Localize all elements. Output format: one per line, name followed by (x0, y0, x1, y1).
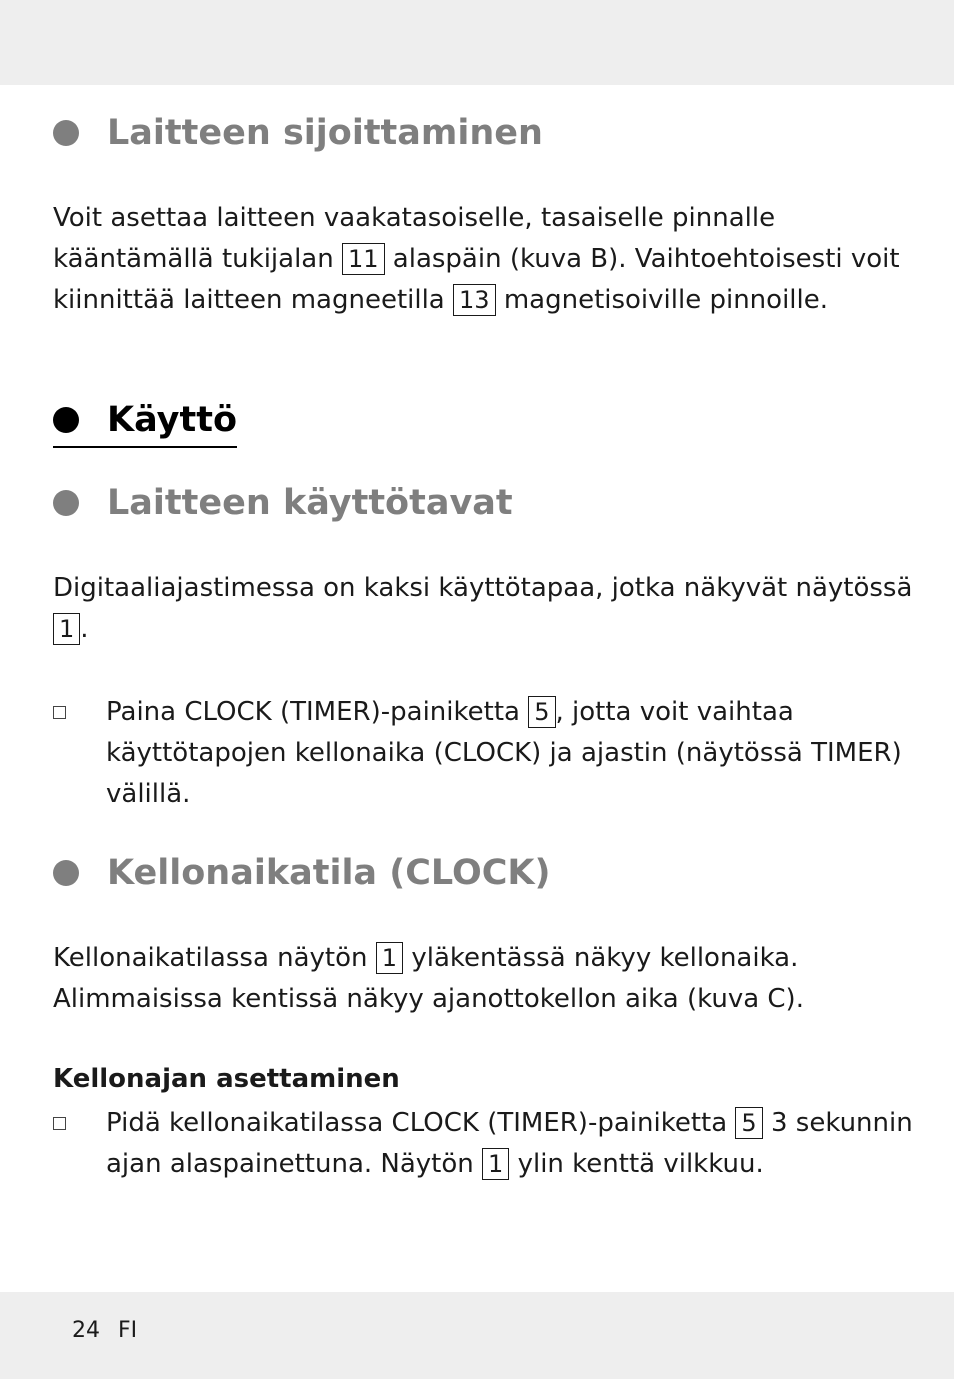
bullet-dot-icon (53, 407, 79, 433)
reference-box: 5 (735, 1107, 762, 1139)
page-number: 24 (72, 1318, 100, 1343)
heading-clock-mode (53, 853, 551, 893)
bottom-band (0, 1292, 954, 1379)
heading-modes-text: Laitteen käyttötavat (107, 483, 513, 523)
square-bullet-icon (53, 706, 66, 719)
bullet-dot-icon (53, 490, 79, 516)
square-bullet-icon (53, 1117, 66, 1130)
heading-placement-text: Laitteen sijoittaminen (107, 113, 543, 153)
clock-paragraph: Kellonaikatilassa näytön 1 yläkentässä näkyy kellonaika. Alimmaisissa kentissä näkyy ajanottokellon aika (kuva C). (53, 943, 804, 1014)
modes-bullet: Paina CLOCK (TIMER)-painiketta 5 , jotta voit vaihtaa käyttötapojen kellonaika (CLOCK) ja ajastin (näytössä TIMER) välillä. (53, 692, 913, 815)
heading-usage-text: Käyttö (107, 400, 237, 440)
heading-clock-mode-text: Kellonaikatila (CLOCK) (107, 853, 551, 893)
bullet-dot-icon (53, 120, 79, 146)
top-band (0, 0, 954, 85)
subheading-set-time: Kellonajan asettaminen (53, 1064, 400, 1094)
page-footer (72, 1318, 137, 1343)
language-code: FI (118, 1318, 138, 1343)
reference-box: 1 (53, 613, 80, 645)
bullet-dot-icon (53, 860, 79, 886)
heading-usage (53, 400, 237, 448)
reference-box: 5 (528, 696, 555, 728)
modes-paragraph: Digitaaliajastimessa on kaksi käyttötapaa, jotka näkyvät näytössä 1 . (53, 573, 913, 644)
placement-paragraph: Voit asettaa laitteen vaakatasoiselle, tasaiselle pinnalle kääntämällä tukijalan 11 alaspäin (kuva B). Vaihtoehtoisesti voit kiinnittää laitteen magneetilla 13 magnetisoiville pinnoille. (53, 203, 900, 315)
reference-box: 1 (376, 942, 403, 974)
heading-placement (53, 113, 543, 153)
reference-box: 13 (453, 284, 496, 316)
set-time-bullet: Pidä kellonaikatilassa CLOCK (TIMER)-painiketta 5 3 sekunnin ajan alaspainettuna. Näytön 1 ylin kenttä vilkkuu. (53, 1103, 913, 1185)
heading-modes (53, 483, 513, 523)
reference-box: 11 (342, 243, 385, 275)
reference-box: 1 (482, 1148, 509, 1180)
